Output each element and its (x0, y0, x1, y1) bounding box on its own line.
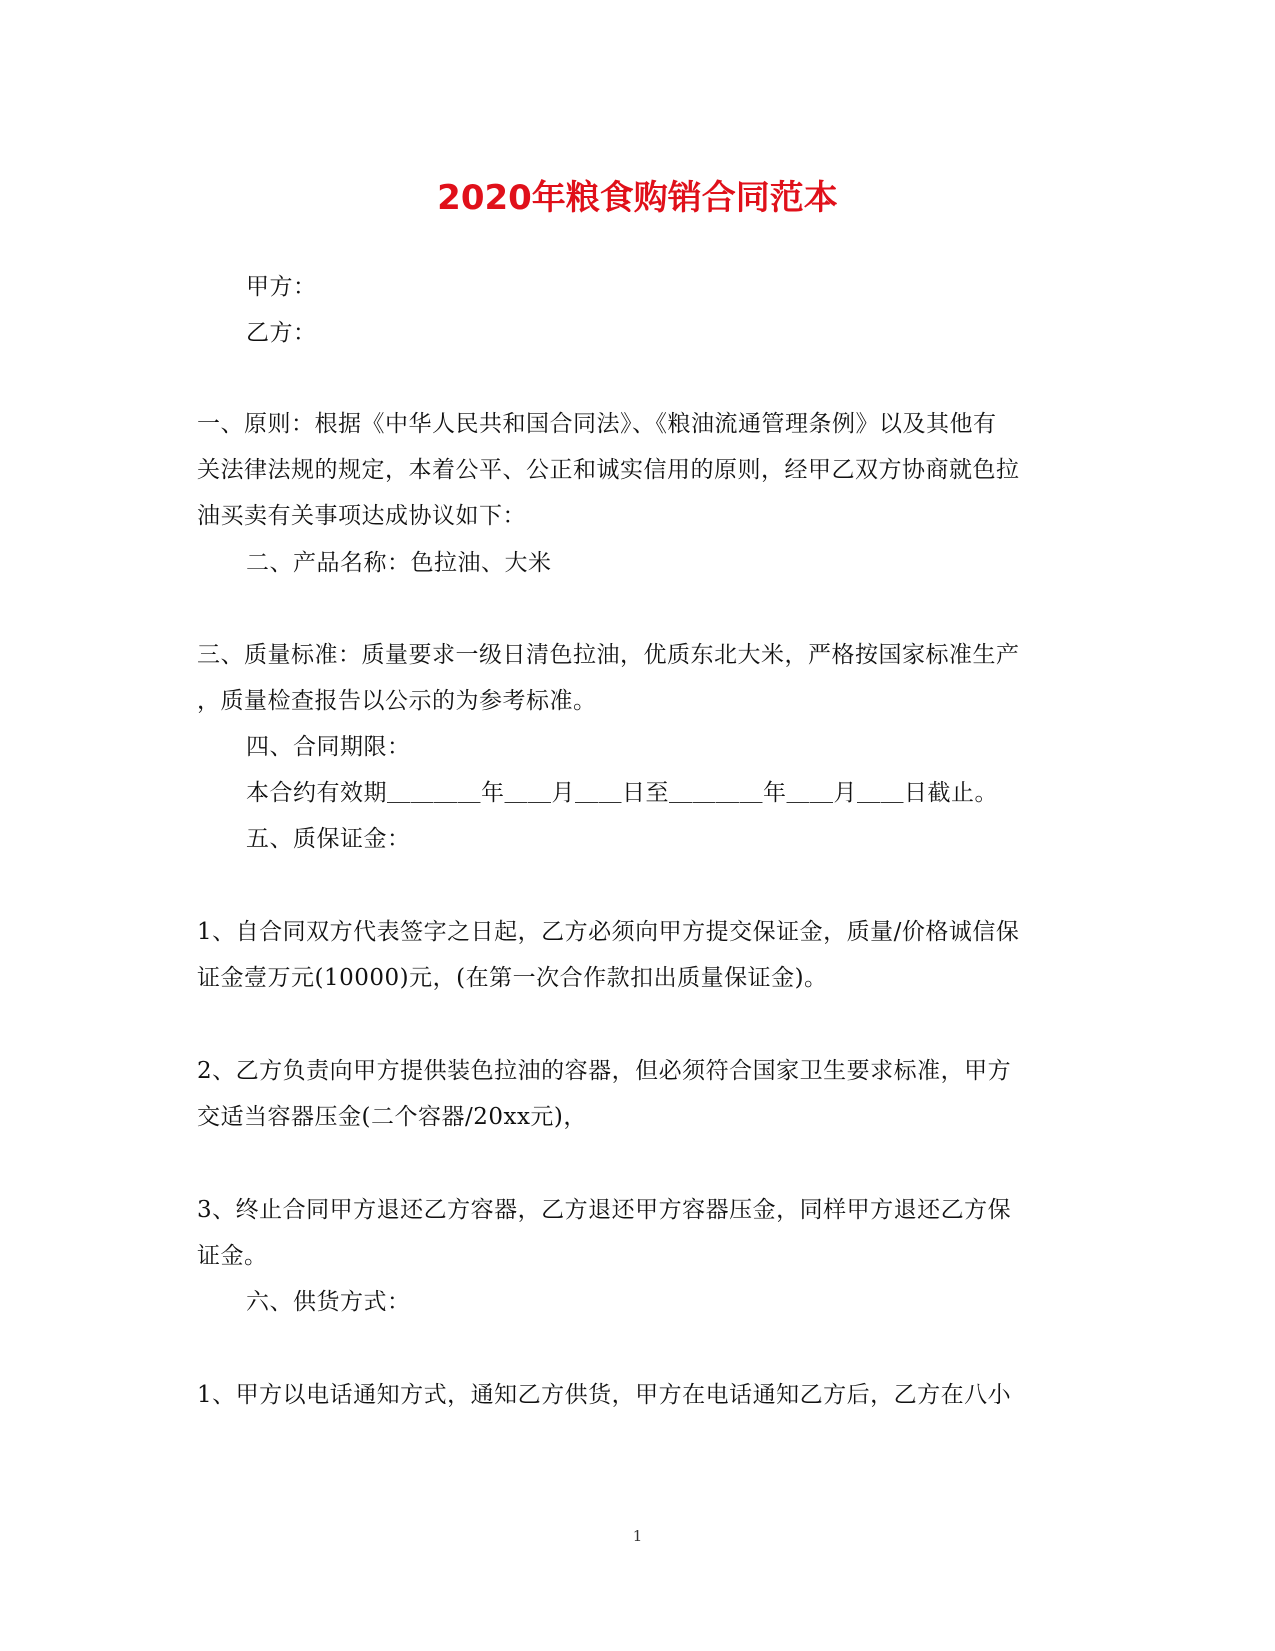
page-number: 1 (632, 1527, 643, 1545)
item-5-2-line-1: 2、乙方负责向甲方提供装色拉油的容器，但必须符合国家卫生要求标准，甲方 (197, 1058, 1012, 1084)
section-3-line-1: 三、质量标准：质量要求一级日清色拉油，优质东北大米，严格按国家标准生产 (197, 642, 1020, 668)
section-6-heading: 六、供货方式： (246, 1289, 411, 1315)
section-5-heading: 五、质保证金： (246, 826, 411, 852)
section-1-line-3: 油买卖有关事项达成协议如下： (197, 503, 526, 529)
party-a-label: 甲方： (246, 274, 317, 300)
section-4-validity-period: 本合约有效期＿＿＿＿年＿＿月＿＿日至＿＿＿＿年＿＿月＿＿日截止。 (246, 780, 998, 806)
item-6-1-line-1: 1、甲方以电话通知方式，通知乙方供货，甲方在电话通知乙方后，乙方在八小 (197, 1382, 1012, 1408)
section-2-product-name: 二、产品名称：色拉油、大米 (246, 550, 552, 576)
section-1-line-2: 关法律法规的规定，本着公平、公正和诚实信用的原则，经甲乙双方协商就色拉 (197, 457, 1020, 483)
section-3-line-2: ，质量检查报告以公示的为参考标准。 (197, 688, 597, 714)
document-title: 2020年粮食购销合同范本 (437, 178, 838, 218)
section-4-heading: 四、合同期限： (246, 734, 411, 760)
item-5-3-line-2: 证金。 (197, 1243, 268, 1269)
item-5-2-line-2: 交适当容器压金(二个容器/20xx元)， (197, 1104, 587, 1130)
item-5-1-line-2: 证金壹万元(10000)元，(在第一次合作款扣出质量保证金)。 (197, 965, 828, 991)
section-1-line-1: 一、原则：根据《中华人民共和国合同法》、《粮油流通管理条例》以及其他有 (197, 411, 997, 437)
party-b-label: 乙方： (246, 320, 317, 346)
item-5-3-line-1: 3、终止合同甲方退还乙方容器，乙方退还甲方容器压金，同样甲方退还乙方保 (197, 1197, 1012, 1223)
item-5-1-line-1: 1、自合同双方代表签字之日起，乙方必须向甲方提交保证金，质量/价格诚信保 (197, 919, 1020, 945)
